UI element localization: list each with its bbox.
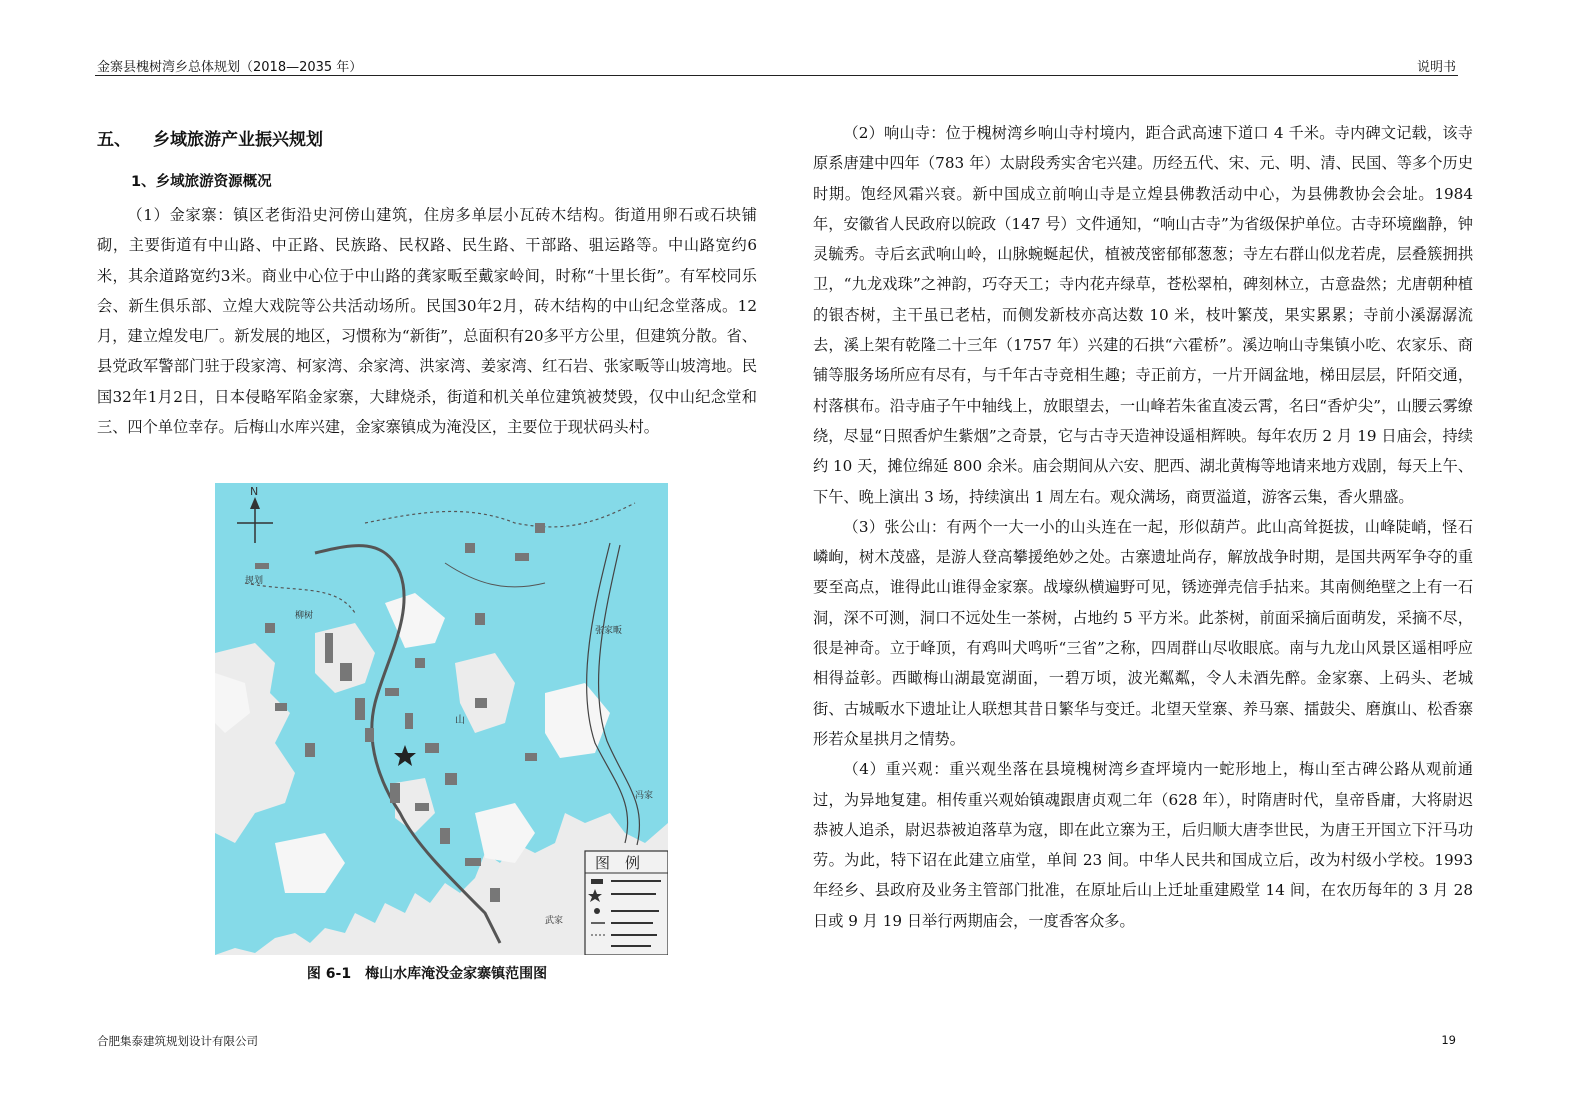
paragraph-jinjiazhai: （1）金家寨：镇区老街沿史河傍山建筑，住房多单层小瓦砖木结构。街道用卵石或石块铺砌，主要街道有中山路、中正路、民族路、民权路、民生路、干部路、驵运路等。中山路宽约6米，其余道路宽约3米。商业中心位于中山路的龚家畈至戴家岭间，时称“十里长街”。有军校同乐会、新生俱乐部、立煌大戏院等公共活动场所。民国30年2月，砖木结构的中山纪念堂落成。12月，建立煌发电厂。新发展的地区，习惯称为“新街”，总面积有20多平方公里，但建筑分散。省、县党政军警部门驻于段家湾、柯家湾、余家湾、洪家湾、姜家湾、红石岩、张家畈等山坡湾地。民国32年1月2日，日本侵略军陷金家寨，大肆烧杀，街道和机关单位建筑被焚毁，仅中山纪念堂和三、四个单位幸存。后梅山水库兴建，金家寨镇成为淹没区，主要位于现状码头村。	[97, 206, 757, 437]
map-label-f: 张家畈	[595, 626, 623, 636]
header-doc-type: 说明书	[1416, 60, 1456, 75]
map-label-d: 冯家	[635, 791, 654, 801]
paragraph-zhanggongshan: （3）张公山：有两个一大一小的山头连在一起，形似葫芦。此山高耸挺拔，山峰陡峭，怪石嶙峋，树木茂盛，是游人登高攀援绝妙之处。古寨遗址尚存，解放战争时期，是国共两军争夺的重要至高点，谁得此山谁得金家寨。战壕纵横遍野可见，锈迹弹壳信手拈来。其南侧绝壁之上有一石洞，深不可测，洞口不远处生一茶树，占地约 5 平方米。此茶树，前面采摘后面萌发，采摘不尽，很是神奇。立于峰顶，有鸡叫犬鸣听“三省”之称，四周群山尽收眼底。南与九龙山风景区遥相呼应相得益彰。西瞰梅山湖最宽湖面，一碧万顷，波光粼粼，令人未酒先醉。金家寨、上码头、老城街、古城畈水下遗址让人联想其昔日繁华与变迁。北望天堂寨、养马寨、擂鼓尖、磨旗山、松香寨形若众星拱月之情势。	[813, 517, 1473, 748]
map-image	[215, 483, 668, 955]
page-number: 19	[1441, 1033, 1456, 1047]
map-label-a: 规划	[245, 576, 264, 586]
subsection-heading: 1、乡域旅游资源概况	[131, 174, 272, 190]
section-title: 乡域旅游产业振兴规划	[153, 130, 323, 150]
map-label-e: 武家	[545, 916, 564, 926]
map-legend	[585, 851, 668, 955]
map-label-c: 山	[455, 715, 465, 726]
footer-company: 合肥集泰建筑规划设计有限公司	[97, 1034, 258, 1048]
paragraph-xiangshansi: （2）响山寺：位于槐树湾乡响山寺村境内，距合武高速下道口 4 千米。寺内碑文记载，该寺原系唐建中四年（783 年）太尉段秀实舍宅兴建。历经五代、宋、元、明、清、民国、等多个历史时期。饱经风霜兴衰。新中国成立前响山寺是立煌县佛教活动中心，为县佛教协会会址。1984 年，安徽省人民政府以皖政（147 号）文件通知，“响山古寺”为省级保护单位。古寺环境幽静，钟灵毓秀。寺后玄武响山岭，山脉蜿蜒起伏，植被茂密郁郁葱葱；寺左右群山似龙若虎，层叠簇拥拱卫，“九龙戏珠”之神韵，巧夺天工；寺内花卉绿草，苍松翠柏，碑刻林立，古意盎然；尤唐朝种植的银杏树，主干虽已老枯，而侧发新枝亦高达数 10 米，枝叶繁茂，果实累累；寺前小溪潺潺流去，溪上架有乾隆二十三年（1757 年）兴建的石拱“六霍桥”。溪边响山寺集镇小吃、农家乐、商铺等服务场所应有尽有，与千年古寺竞相生趣；寺正前方，一片开阔盆地，梯田层层，阡陌交通，村落棋布。沿寺庙子午中轴线上，放眼望去，一山峰若朱雀直凌云霄，名曰“香炉尖”，山腰云雾缭绕，尽显“日照香炉生紫烟”之奇景，它与古寺天造神设遥相辉映。每年农历 2 月 19 日庙会，持续约 10 天，摊位绵延 800 余米。庙会期间从六安、肥西、湖北黄梅等地请来地方戏剧，每天上午、下午、晚上演出 3 场，持续演出 1 周左右。观众满场，商贾溢道，游客云集，香火鼎盛。	[813, 124, 1473, 506]
paragraph-chongxingguan: （4）重兴观：重兴观坐落在县境槐树湾乡查坪境内一蛇形地上，梅山至古碑公路从观前通过，为异地复建。相传重兴观始镇魂跟唐贞观二年（628 年），时隋唐时代，皇帝昏庸，大将尉迟恭被人追杀，尉迟恭被迫落草为寇，即在此立寨为王，后归顺大唐李世民，为唐王开国立下汗马功劳。为此，特下诏在此建立庙堂，单间 23 间。中华人民共和国成立后，改为村级小学校。1993 年经乡、县政府及业务主管部门批准，在原址后山上迁址重建殿堂 14 间，在农历每年的 3 月 28 日或 9 月 19 日举行两期庙会，一度香客众多。	[813, 760, 1473, 930]
left-column	[97, 120, 757, 442]
legend-title: 图 例	[595, 854, 641, 872]
right-column	[813, 118, 1473, 936]
header-divider	[95, 75, 1458, 76]
north-label: N	[250, 485, 259, 498]
map-label-b: 柳树	[295, 611, 314, 621]
section-heading	[97, 120, 757, 160]
figure-caption: 图 6-1 梅山水库淹没金家寨镇范围图	[306, 966, 548, 982]
section-number: 五、	[97, 130, 131, 150]
header-title: 金寨县槐树湾乡总体规划（2018—2035 年）	[97, 60, 363, 75]
map-figure	[215, 483, 668, 955]
